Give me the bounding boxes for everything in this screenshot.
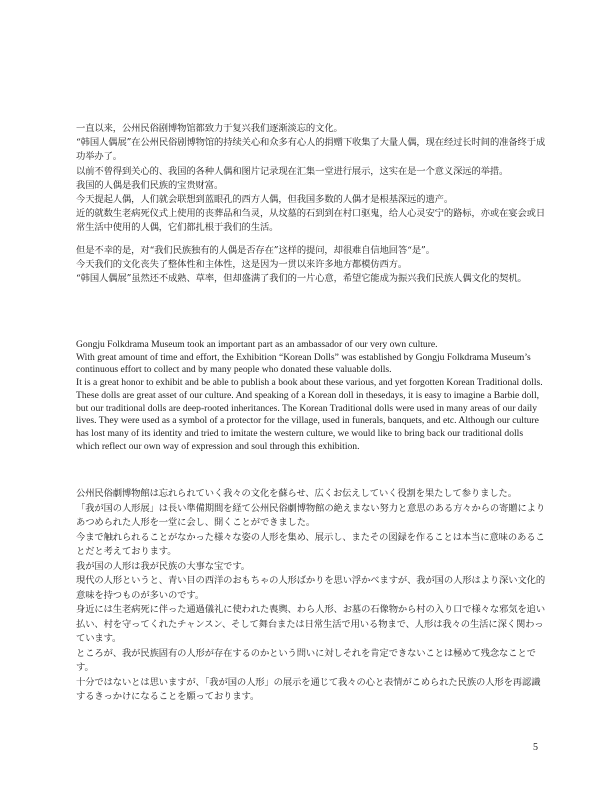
chinese-paragraph: 以前不曾得到关心的、我国的各种人偶和图片记录现在汇集一堂进行展示，这实在是一个意义深远的举措。 [76, 165, 509, 177]
page-number: 5 [533, 742, 538, 753]
chinese-paragraph: 但是不幸的是，对“我们民族独有的人偶是否存在”这样的提问，却很难自信地回答“是”。 [76, 244, 435, 256]
chinese-paragraph: 今天提起人偶，人们就会联想到蓝眼孔的西方人偶，但我国多数的人偶才是根基深远的遗产。 [76, 194, 454, 206]
japanese-paragraph: 現代の人形というと、青い目の西洋のおもちゃの人形ばかりを思い浮かべますが、我が国の人形はより深い文化的意味を持つものが多いのです。 [76, 575, 546, 601]
japanese-paragraph: ところが、我が民族固有の人形が存在するのかという問いに対しそれを肯定できないことは極めて残念なことです。 [76, 647, 536, 673]
japanese-text-block [76, 487, 546, 705]
chinese-text-block [76, 122, 546, 286]
japanese-paragraph: 「我が国の人形展」は長い準備期間を経て公州民俗劇博物館の絶えまない努力と意思のある方々からの寄贈によりあつめられた人形を一堂に会し、開くことができました。 [76, 502, 546, 528]
japanese-paragraph: 公州民俗劇博物館は忘れられていく我々の文化を蘇らせ、広くお伝えしていく役割を果たして参りました。 [76, 488, 517, 499]
english-paragraph: These dolls are great asset of our culture. And speaking of a Korean doll in thesedays, it is easy to imagine a Barbie doll, but our traditional dolls are deep-rooted inheritances. The Korean Traditional dolls were used in many areas of our daily lives. They were used as a symbol of a protector for the village, used in funerals, banquets, and etc. Although our culture has lost many of its identity and tried to imitate the western culture, we would like to bring back our traditional dolls which reflect our own way of expression and soul through this exhibition. [76, 389, 540, 452]
japanese-paragraph: 今まで触れられることがなかった様々な姿の人形を集め、展示し、またその図録を作ることは本当に意味のあることだと考えております。 [76, 531, 545, 557]
chinese-paragraph: 一直以来，公州民俗剧博物馆都致力于复兴我们逐渐淡忘的文化。 [76, 123, 343, 134]
japanese-paragraph: 身近には生老病死に伴った通過儀礼に使われた喪輿、わら人形、お墓の石像物から村の入り口で様々な邪気を追い払い、村を守ってくれたチャンスン、そして舞台または日常生活で用いる物まで、人形は我々の生活に深く関わっています。 [76, 604, 546, 644]
chinese-paragraph: 我国的人偶是我们民族的宝贵财富。 [76, 179, 224, 191]
english-paragraph: With great amount of time and effort, the Exhibition “Korean Dolls” was established by Gongju Folkdrama Museum’s continuous effort to collect and by many people who donated these valuable dolls. [76, 351, 531, 376]
english-paragraph: It is a great honor to exhibit and be able to publish a book about these various, and yet forgotten Korean Traditional dolls. [76, 377, 543, 389]
english-paragraph: Gongju Folkdrama Museum took an important part as an ambassador of our very own culture. [76, 339, 438, 350]
chinese-paragraph: “韩国人偶展”虽然还不成熟、草率，但却盛满了我们的一片心意，希望它能成为振兴我们民族人偶文化的契机。 [76, 273, 527, 285]
chinese-paragraph: “韩国人偶展”在公州民俗剧博物馆的持续关心和众多有心人的捐赠下收集了大量人偶，现在经过长时间的准备终于成功举办了。 [76, 137, 546, 163]
chinese-paragraph: 近的就数生老病死仪式上使用的丧葬品和刍灵，从坟墓的石到到在村口驱鬼，给人心灵安宁的路标，亦或在宴会或日常生活中使用的人偶，它们都扎根于我们的生活。 [76, 208, 546, 234]
chinese-paragraph: 今天我们的文化丧失了整体性和主体性，这是因为一贯以来许多地方都模仿西方。 [76, 258, 408, 270]
japanese-paragraph: 十分ではないとは思いますが、「我が国の人形」の展示を通じて我々の心と表情がこめられた民族の人形を再認識するきっかけになることを願っております。 [76, 676, 541, 702]
english-text-block [76, 339, 546, 453]
paragraph-gap [76, 236, 546, 244]
japanese-paragraph: 我が国の人形は我が民族の大事な宝です。 [76, 560, 250, 572]
